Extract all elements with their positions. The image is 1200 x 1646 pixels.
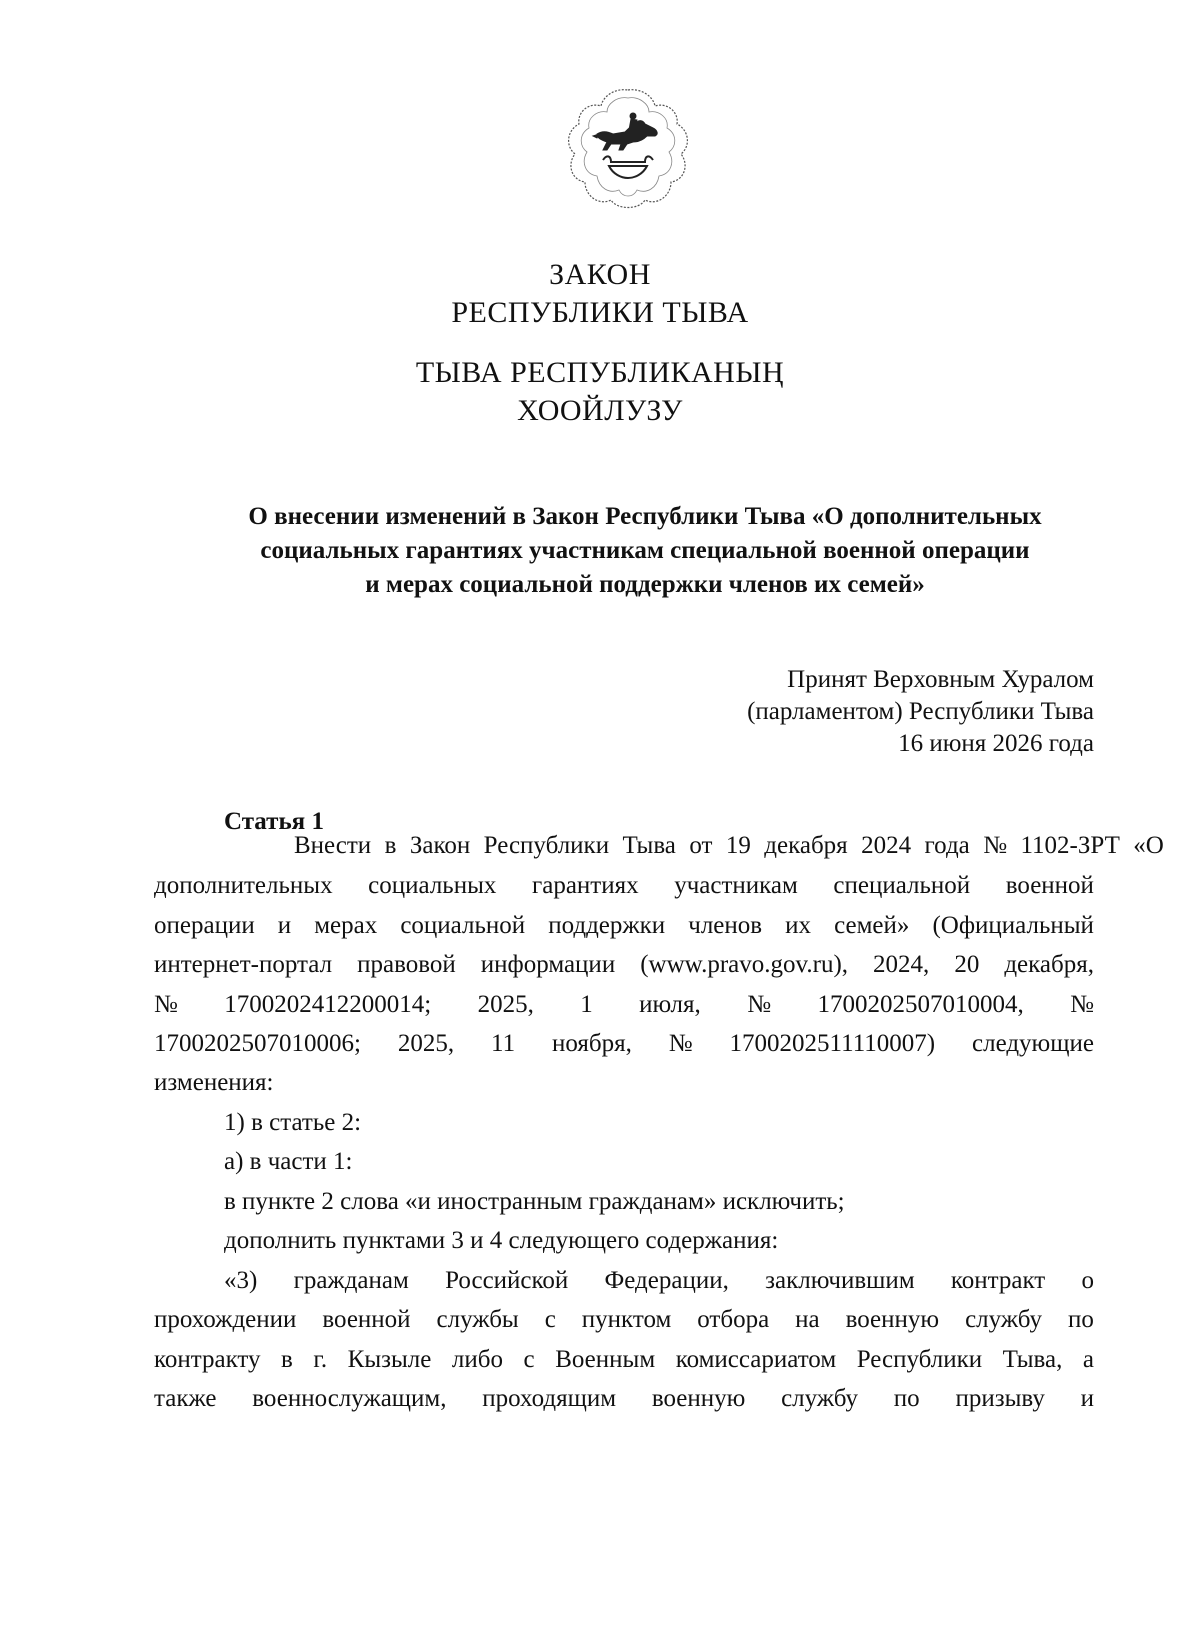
word: дополнительных: [154, 872, 333, 899]
word: Внести: [294, 832, 372, 859]
word: отбора: [697, 1306, 770, 1333]
adoption-line2: (парламентом) Республики Тыва: [747, 698, 1094, 725]
word: с: [523, 1346, 535, 1373]
item-p2: в пункте 2 слова «и иностранным гражданам» исключить;: [224, 1188, 845, 1215]
coat-of-arms-emblem-icon: [563, 84, 693, 214]
word: на: [795, 1306, 820, 1333]
word: Тыва,: [1002, 1346, 1063, 1373]
word: семей»: [834, 912, 910, 939]
word: либо: [451, 1346, 503, 1373]
p1-line2: [154, 867, 1094, 907]
word: службу: [965, 1306, 1043, 1333]
word: поддержки: [548, 912, 666, 939]
p1-line7: изменения:: [154, 1069, 274, 1096]
item-1: 1) в статье 2:: [224, 1109, 362, 1136]
title-ru-line2: РЕСПУБЛИКИ ТЫВА: [451, 296, 749, 329]
article-title: Статья 1: [224, 808, 324, 835]
word: 19: [725, 832, 751, 859]
word: следующие: [972, 1030, 1094, 1057]
title-ru-line1: ЗАКОН: [549, 258, 651, 291]
word: ноября,: [552, 1030, 632, 1057]
word: 1: [580, 991, 593, 1018]
word: Федерации,: [604, 1267, 729, 1294]
word: Тыва: [622, 832, 676, 859]
word: пунктом: [581, 1306, 672, 1333]
word: участникам: [674, 872, 798, 899]
word: июля,: [639, 991, 701, 1018]
heading-line2: социальных гарантиях участникам специальной военной операции: [260, 537, 1030, 564]
item-a: а) в части 1:: [224, 1148, 353, 1175]
word: 2025,: [477, 991, 534, 1018]
word: о: [1081, 1267, 1094, 1294]
word: военную: [651, 1385, 746, 1412]
title-tyv-line2: ХООЙЛУЗУ: [517, 394, 683, 427]
word: 20: [954, 951, 980, 978]
word: информации: [480, 951, 616, 978]
word: «О: [1133, 832, 1164, 859]
word: №: [983, 832, 1008, 859]
heading-line1: О внесении изменений в Закон Республики Тыва «О дополнительных: [248, 503, 1042, 530]
word: службы: [436, 1306, 519, 1333]
word: гарантиях: [531, 872, 639, 899]
word: №: [747, 991, 772, 1018]
p1-line1: [224, 827, 1164, 867]
word: членов: [688, 912, 763, 939]
word: 2025,: [397, 1030, 455, 1057]
word: №: [668, 1030, 693, 1057]
word: военной: [1005, 872, 1094, 899]
p3-line3: [154, 1341, 1094, 1381]
word: службу: [781, 1385, 859, 1412]
word: №: [154, 991, 178, 1018]
word: мерах: [314, 912, 378, 939]
word: Российской: [445, 1267, 569, 1294]
word: а: [1082, 1346, 1094, 1373]
word: с: [544, 1306, 556, 1333]
word: Республики: [856, 1346, 983, 1373]
word: социальных: [368, 872, 497, 899]
word: от: [689, 832, 713, 859]
word: 2024: [861, 832, 912, 859]
word: «3): [224, 1267, 258, 1294]
word: 1700202412200014;: [224, 991, 432, 1018]
word: контракт: [950, 1267, 1046, 1294]
p1-line5: [154, 986, 1094, 1026]
word: (www.pravo.gov.ru),: [640, 951, 849, 978]
word: правовой: [357, 951, 456, 978]
word: проходящим: [482, 1385, 617, 1412]
p1-line6: [154, 1025, 1094, 1065]
adoption-date: 16 июня 2026 года: [898, 730, 1094, 757]
word: Закон: [409, 832, 471, 859]
heading-line3: и мерах социальной поддержки членов их семей»: [365, 571, 925, 598]
word: по: [1067, 1306, 1094, 1333]
word: гражданам: [293, 1267, 409, 1294]
title-tyv-line1: ТЫВА РЕСПУБЛИКАНЫҢ: [415, 356, 785, 389]
word: операции: [154, 912, 255, 939]
p3-line2: [154, 1301, 1094, 1341]
word: 2024,: [873, 951, 930, 978]
word: Военным: [555, 1346, 656, 1373]
law-title-tuvan: [0, 354, 1200, 430]
word: 1700202507010004,: [817, 991, 1024, 1018]
word: 1102-ЗРТ: [1020, 832, 1120, 859]
law-title-russian: [0, 256, 1200, 332]
word: Кызыле: [347, 1346, 432, 1373]
word: декабря,: [1004, 951, 1094, 978]
word: декабря: [764, 832, 848, 859]
word: военной: [322, 1306, 411, 1333]
word: интернет-портал: [154, 951, 333, 978]
word: 1700202507010006;: [154, 1030, 361, 1057]
word: г.: [313, 1346, 328, 1373]
word: и: [1080, 1385, 1094, 1412]
word: №: [1070, 991, 1094, 1018]
word: года: [924, 832, 970, 859]
word: их: [785, 912, 812, 939]
word: заключившим: [765, 1267, 915, 1294]
p1-line4: [154, 946, 1094, 986]
word: и: [277, 912, 292, 939]
word: военнослужащим,: [252, 1385, 447, 1412]
p3-line4: [154, 1380, 1094, 1420]
word: контракту: [154, 1346, 261, 1373]
word: 1700202511110007): [729, 1030, 936, 1057]
word: в: [384, 832, 397, 859]
word: по: [893, 1385, 920, 1412]
word: в: [281, 1346, 293, 1373]
p3-line1: [224, 1262, 1094, 1302]
law-heading: [190, 500, 1100, 602]
word: специальной: [833, 872, 971, 899]
adoption-line1: Принят Верховным Хуралом: [787, 666, 1094, 693]
word: военную: [845, 1306, 940, 1333]
word: призыву: [955, 1385, 1045, 1412]
word: Республики: [483, 832, 610, 859]
word: комиссариатом: [675, 1346, 837, 1373]
word: также: [154, 1385, 217, 1412]
p1-line3: [154, 907, 1094, 947]
word: 11: [491, 1030, 516, 1057]
word: прохождении: [154, 1306, 297, 1333]
word: социальной: [400, 912, 526, 939]
word: (Официальный: [932, 912, 1094, 939]
item-add: дополнить пунктами 3 и 4 следующего содержания:: [224, 1227, 779, 1254]
adoption-block: [747, 664, 1094, 760]
